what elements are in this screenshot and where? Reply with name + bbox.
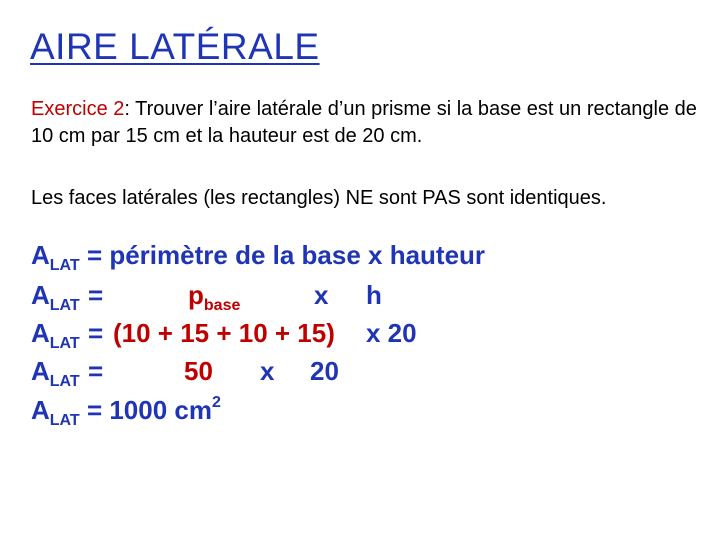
formula-line-2 (31, 280, 431, 314)
times-height: x 20 (366, 318, 417, 348)
equals-sign: = (88, 356, 104, 386)
times-sign: x (314, 280, 329, 310)
slide-title: AIRE LATÉRALE (30, 26, 320, 67)
area-symbol-4: $A_{LAT}$ (31, 356, 80, 390)
area-subscript: LAT (49, 257, 80, 274)
height-symbol: h (366, 280, 382, 310)
note-text: Les faces latérales (les rectangles) NE sont PAS sont identiques. (31, 187, 607, 209)
exercise-statement (31, 96, 701, 150)
formula-line-5 (31, 394, 221, 430)
perimeter-symbol: $p_{base}$ (188, 280, 241, 314)
exercise-text: : Trouver l’aire latérale d’un prisme si la base est un rectangle de 10 cm par 15 cm et la hauteur est de 20 cm. (31, 98, 697, 147)
exercise-label: Exercice 2 (31, 98, 125, 120)
equals-sign: = (88, 280, 104, 310)
area-symbol: A (31, 240, 50, 270)
area-symbol-3: $A_{LAT}$ (31, 318, 80, 352)
times-sign: x (260, 356, 275, 386)
formula-line-1-text: = périmètre de la base x hauteur (86, 240, 486, 270)
height-value: 20 (310, 356, 339, 386)
result-exponent: 2 (212, 394, 221, 411)
formula-line-3 (31, 318, 451, 352)
area-symbol-2: $A_{LAT}$ (31, 280, 80, 314)
formula-line-1 (31, 240, 485, 275)
result-text: = 1000 cm (86, 395, 212, 425)
formula-line-4 (31, 356, 431, 390)
equals-sign: = (88, 318, 104, 348)
area-symbol-5: $A_{LAT}$ (31, 395, 80, 429)
perimeter-expression: (10 + 15 + 10 + 15) (113, 318, 335, 348)
perimeter-value: 50 (184, 356, 213, 386)
